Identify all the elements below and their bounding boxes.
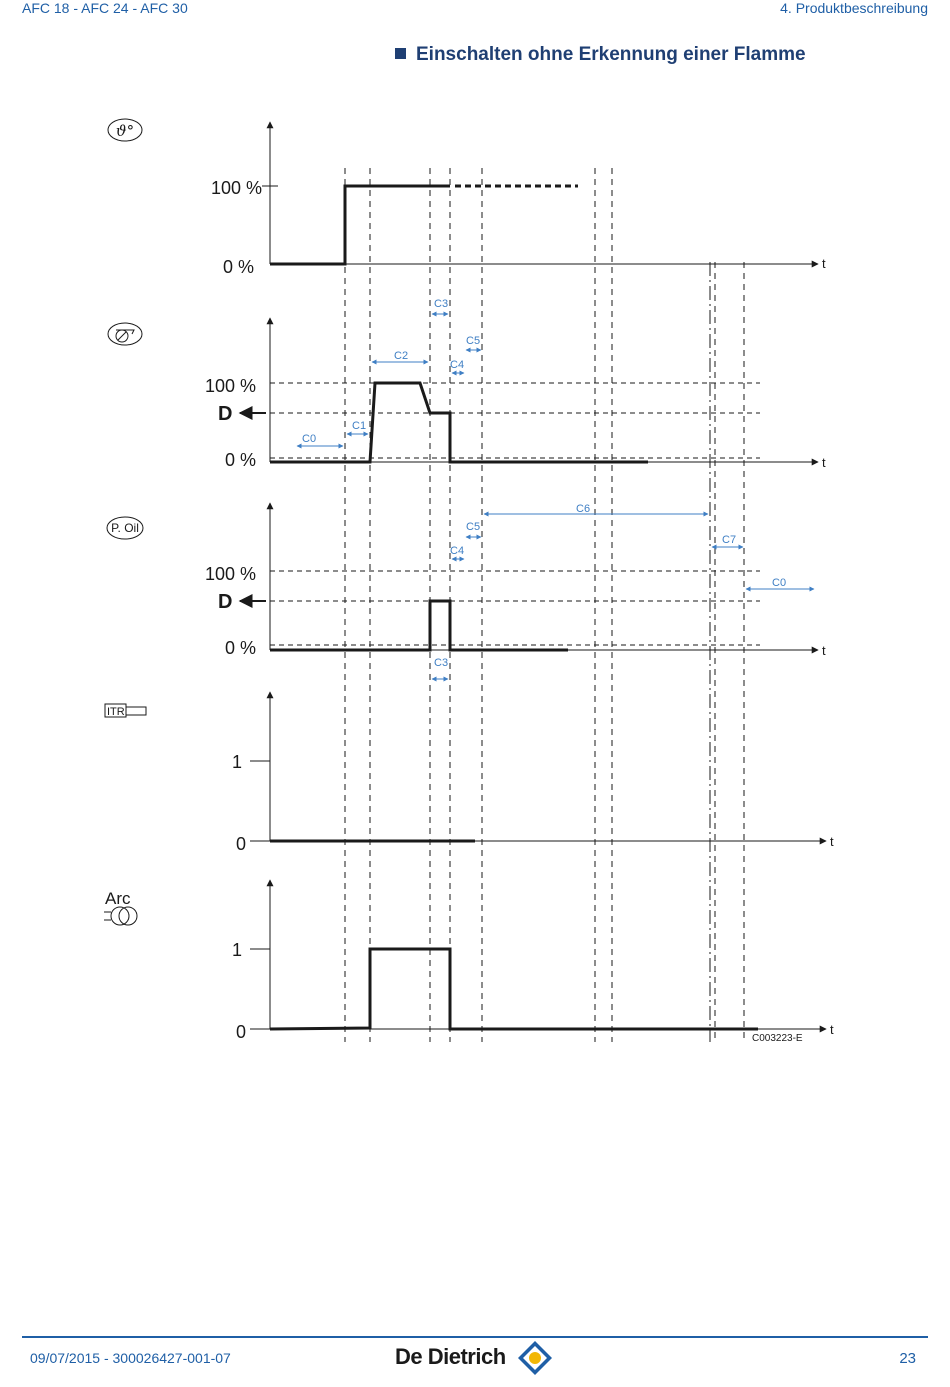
- row-fan: [108, 298, 826, 470]
- thermostat-icon: [108, 119, 142, 141]
- row-arc: [104, 880, 834, 1044]
- axis-t-label: t: [830, 1022, 834, 1037]
- page-number: 23: [899, 1350, 916, 1367]
- figure-reference: C003223-E: [752, 1033, 803, 1044]
- timing-diagram: [0, 90, 950, 1070]
- y-label-bottom: 0 %: [222, 257, 254, 277]
- axis-t-label: t: [822, 643, 826, 658]
- timing-c7: C7: [722, 534, 737, 546]
- y-label-d: D: [218, 591, 233, 613]
- timing-c0: C0: [302, 433, 317, 445]
- timing-c4: C4: [450, 545, 465, 557]
- document-header-left: AFC 18 - AFC 24 - AFC 30: [22, 0, 188, 16]
- arc-curve: [270, 949, 758, 1029]
- row-oil-pump: [107, 503, 826, 679]
- y-label-bottom: 0: [235, 834, 246, 854]
- timing-c6: C6: [576, 503, 591, 515]
- timing-c3: C3: [434, 298, 449, 310]
- footer-date-reference: 09/07/2015 - 300026427-001-07: [30, 1350, 231, 1366]
- thermostat-symbol: ϑ°: [115, 122, 135, 140]
- y-label-top: 100 %: [210, 178, 262, 198]
- axis-t-label: t: [822, 256, 826, 271]
- row-itr: [105, 692, 834, 854]
- y-label-top: 100 %: [204, 376, 256, 396]
- timing-c5: C5: [466, 335, 481, 347]
- oil-pump-icon: [107, 517, 143, 539]
- brand-name: De Dietrich: [395, 1344, 506, 1369]
- bullet-square-icon: [395, 48, 406, 59]
- y-label-top: 1: [231, 752, 242, 772]
- y-label-top: 100 %: [204, 564, 256, 584]
- brand-logo: [395, 1340, 555, 1380]
- timing-c1: C1: [352, 420, 367, 432]
- oil-pump-label: P. Oil: [111, 521, 139, 535]
- y-label-top: 1: [231, 940, 242, 960]
- vertical-reference-lines: [345, 168, 744, 1042]
- section-title-text: Einschalten ohne Erkennung einer Flamme: [416, 44, 806, 65]
- arc-transformer-icon: [104, 889, 137, 925]
- footer-divider: [22, 1336, 928, 1338]
- fan-timing-markers: [297, 298, 481, 446]
- fan-curve: [270, 383, 648, 462]
- oil-timing-markers: [432, 503, 814, 679]
- itr-icon: [105, 704, 146, 718]
- document-header-right: 4. Produktbeschreibung: [780, 0, 928, 16]
- thermostat-curve: [270, 186, 450, 264]
- arc-label: Arc: [105, 889, 131, 908]
- y-label-bottom: 0: [235, 1022, 246, 1042]
- row-thermostat: [108, 119, 826, 277]
- brand-diamond-icon: [517, 1340, 553, 1376]
- timing-c5: C5: [466, 521, 481, 533]
- axis-t-label: t: [822, 455, 826, 470]
- y-label-bottom: 0 %: [224, 450, 256, 470]
- fan-icon: [108, 323, 142, 345]
- timing-c3: C3: [434, 657, 449, 669]
- itr-label: ITR: [107, 706, 125, 718]
- section-title: [395, 44, 806, 66]
- axis-t-label: t: [830, 834, 834, 849]
- timing-c4: C4: [450, 359, 465, 371]
- y-label-d: D: [218, 403, 233, 425]
- timing-c2: C2: [394, 350, 409, 362]
- y-label-bottom: 0 %: [224, 638, 256, 658]
- timing-c0: C0: [772, 577, 787, 589]
- oil-pump-curve: [270, 601, 568, 650]
